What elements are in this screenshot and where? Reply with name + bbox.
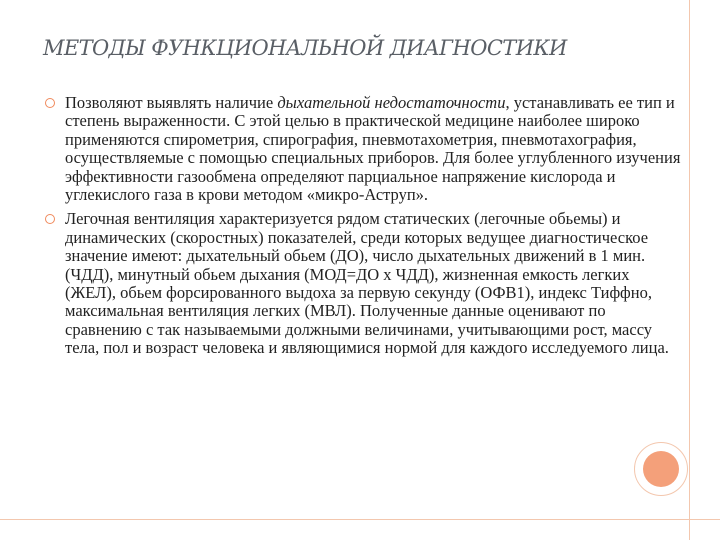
paragraph-1-text-start: Позволяют выявлять наличие (65, 93, 278, 112)
decorative-circle (643, 451, 679, 487)
frame-line-bottom (0, 519, 720, 520)
paragraph-2-text: Легочная вентиляция характеризуется рядом статических (легочные обьемы) и динамических (скоростных) показателей, среди которых ведущее диагностическое значение имеют: дыхательный обьем (ДО), число дыхательных движений в 1 мин. (ЧДД), минутный обьем дыхания (МОД=ДО х ЧДД), жизненная емкость легких (ЖЕЛ), обьем форсированного выдоха за первую секунду (ОФВ1), индекс Тиффно, максимальная вентиляция легких (МВЛ). Полученные данные оценивают по сравнению с так называемыми должными величинами, учитывающими рост, массу тела, пол и возраст человека и являющимися нормой для каждого исследуемого лица. (65, 209, 669, 358)
bullet-paragraph-2 (45, 210, 681, 357)
bullet-icon (45, 214, 55, 224)
paragraph-1-emphasis: дыхательной недостаточности (277, 93, 506, 112)
frame-line-right (689, 0, 690, 540)
slide-body (45, 94, 681, 364)
slide-title: МЕТОДЫ ФУНКЦИОНАЛЬНОЙ ДИАГНОСТИКИ (43, 36, 567, 60)
bullet-paragraph-1 (45, 94, 681, 204)
paragraph-1-text-end: , устанавливать ее тип и степень выраженности. С этой целью в практической медицине наиболее широко применяются спирометрия, спирография, пневмотахометрия, пневмотахография, осуществляемые с помощью специальных приборов. Для более углубленного изучения эффективности газообмена определяют парциальное напряжение кислорода и углекислого газа в крови методом «микро-Аструп». (65, 93, 681, 205)
bullet-icon (45, 98, 55, 108)
